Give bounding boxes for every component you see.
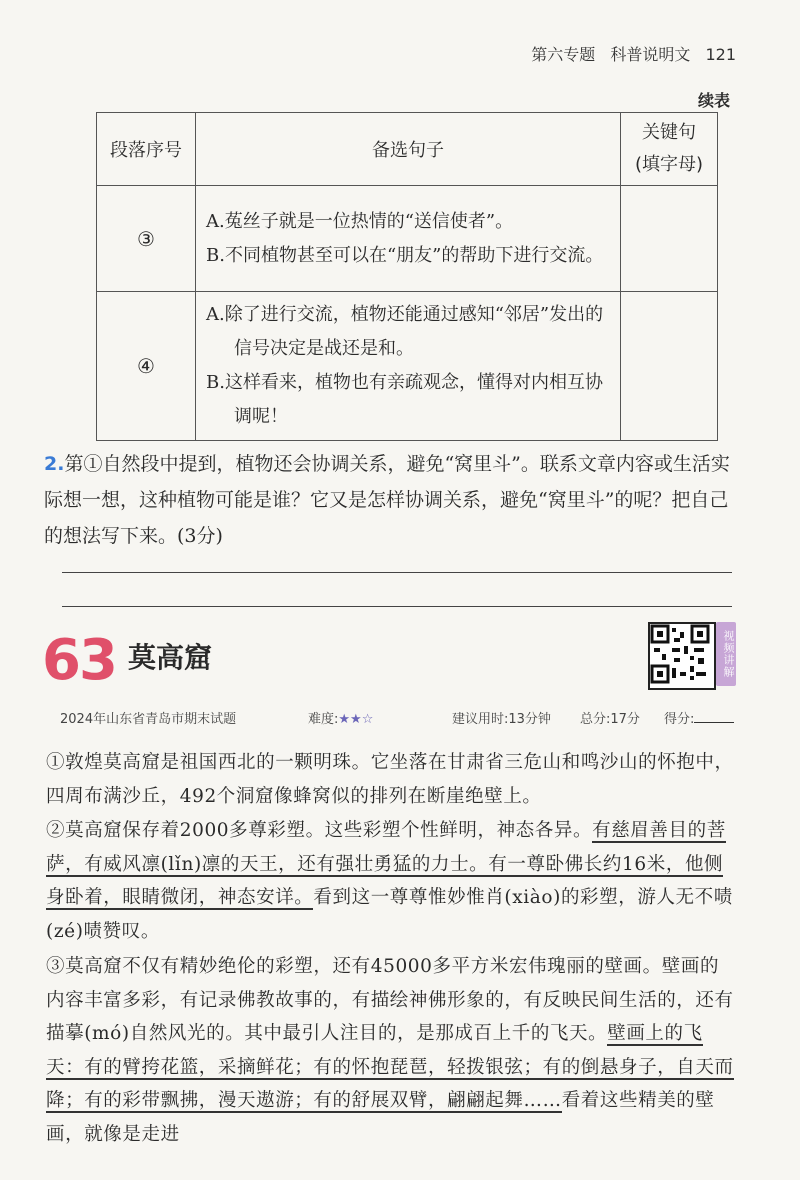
option-cell [196,292,621,441]
answer-cell[interactable] [621,186,718,292]
qr-code-icon[interactable] [648,622,716,690]
subject-label: 科普说明文 [610,45,691,64]
paragraph-3 [46,950,736,1151]
option-a: A.菟丝子就是一位热情的“送信使者”。 [206,210,514,232]
answer-cell[interactable] [621,292,718,441]
col-header-key-line2: (填字母) [634,154,704,175]
page-number: 121 [705,45,736,64]
paragraph-number: ③ [97,186,196,292]
p3-text: ③莫高窟不仅有精妙绝伦的彩塑，还有45000多平方米宏伟瑰丽的壁画。壁画的内容丰富多彩，有记录佛教故事的，有描绘神佛形象的，有反映民间生活的，还有描摹(mó)自然风光的。其中最引人注目的，是那成百上千的飞天。 [46,956,734,1044]
question-text: 第①自然段中提到，植物还会协调关系，避免“窝里斗”。联系文章内容或生活实际想一想，这种植物可能是谁？它又是怎样协调关系，避免“窝里斗”的呢？把自己的想法写下来。(3分) [44,453,730,547]
lesson-title [42,628,212,693]
answer-line[interactable] [62,572,732,573]
continued-label: 续表 [697,91,730,110]
topic-label: 第六专题 [531,45,596,64]
p3-underline: 壁画上的飞天：有的臂挎花篮，采摘鲜花；有的怀抱琵琶，轻拨银弦；有的倒悬身子，自天而降；有的彩带飘拂，漫天遨游；有的舒展双臂，翩翩起舞…… [46,1023,734,1111]
time-label: 建议用时:13分钟 [452,712,551,727]
col-header-key [621,113,718,186]
score-input[interactable] [694,722,734,723]
option-a: A.除了进行交流，植物还能通过感知“邻居”发出的信号决定是战还是和。 [206,304,604,359]
col-header-sentences: 备选句子 [196,113,621,186]
difficulty-label: 难度: [308,712,339,727]
option-cell [196,186,621,292]
p2-text: ②莫高窟保存着2000多尊彩塑。这些彩塑个性鲜明，神态各异。 [46,820,593,841]
option-b: B.这样看来，植物也有亲疏观念，懂得对内相互协调呢！ [206,372,603,427]
paragraph-number: ④ [97,292,196,441]
answer-line[interactable] [62,606,732,607]
difficulty [308,708,373,727]
lesson-number: 63 [42,628,116,693]
video-tag[interactable]: 视频讲解 [716,622,736,686]
page-header [521,42,736,65]
p2-underline-2: 有一尊卧佛长约16米，他侧身卧着，眼睛微闭，神态安详。 [46,853,724,908]
question-number: 2. [44,453,65,475]
col-header-key-line1: 关键句 [642,122,696,143]
score-field [664,708,734,727]
key-sentence-table [96,112,718,441]
p3-text-end: 看着这些精美的壁画，就像是走进 [46,1090,715,1145]
option-b: B.不同植物甚至可以在“朋友”的帮助下进行交流。 [206,244,604,266]
table-row [97,186,718,292]
p2-text-end: 看到这一尊尊惟妙惟肖(xiào)的彩塑，游人无不啧(zé)啧赞叹。 [46,887,733,942]
table-row [97,292,718,441]
source-label: 2024年山东省青岛市期末试题 [60,712,237,727]
score-label: 得分: [664,712,695,727]
paragraph-1: ①敦煌莫高窟是祖国西北的一颗明珠。它坐落在甘肃省三危山和鸣沙山的怀抱中，四周布满沙丘，492个洞窟像蜂窝似的排列在断崖绝壁上。 [46,752,734,807]
question-2 [44,446,744,554]
col-header-paragraph: 段落序号 [97,113,196,186]
table-header-row [97,113,718,186]
total-label: 总分:17分 [580,712,640,727]
p2-underline-1: 有慈眉善目的菩萨，有威风凛(lǐn)凛的天王，还有强壮勇猛的力士。 [46,820,726,875]
difficulty-stars-icon: ★★☆ [338,712,374,727]
lesson-name: 莫高窟 [127,641,212,674]
paragraph-2 [46,814,736,948]
